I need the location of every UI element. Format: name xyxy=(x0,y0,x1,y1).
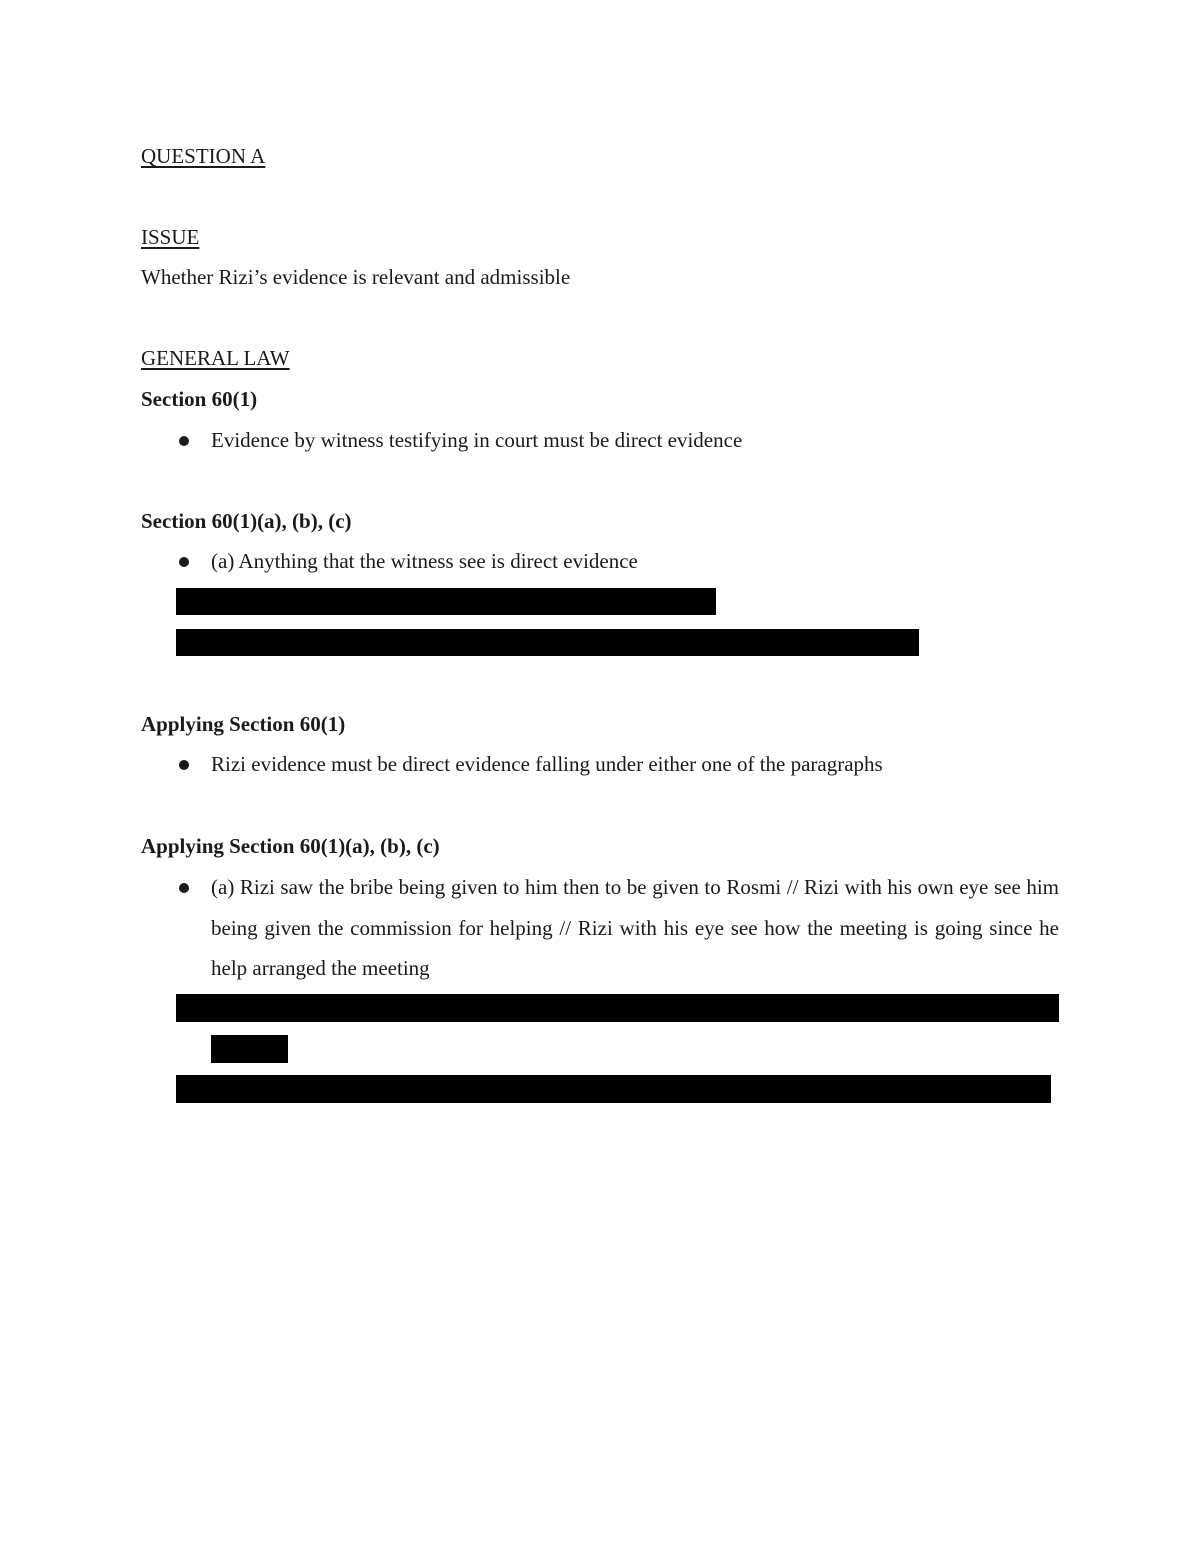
bullet-dot xyxy=(179,883,189,893)
question-heading: QUESTION A xyxy=(141,144,266,168)
applying-60-1-abc-title: Applying Section 60(1)(a), (b), (c) xyxy=(141,834,440,858)
applying-60-1-bullet: Rizi evidence must be direct evidence falling under either one of the paragraphs xyxy=(211,752,883,776)
applying-60-1-abc-bullet: (a) Rizi saw the bribe being given to him then to be given to Rosmi // Rizi with his own eye see him being given the commission for helping // Rizi with his eye see how the meeting is going since he help arranged the meeting xyxy=(211,875,1059,980)
applying-60-1-title: Applying Section 60(1) xyxy=(141,712,346,736)
section-60-1-title: Section 60(1) xyxy=(141,387,258,411)
redaction-bar xyxy=(211,1035,288,1063)
redaction-bar xyxy=(176,629,919,656)
bullet-dot xyxy=(179,760,189,770)
section-60-1-abc-bullet: (a) Anything that the witness see is direct evidence xyxy=(211,549,638,573)
general-law-heading: GENERAL LAW xyxy=(141,346,290,370)
redaction-bar xyxy=(176,994,1059,1022)
redaction-bar xyxy=(176,588,716,615)
section-60-1-abc-title: Section 60(1)(a), (b), (c) xyxy=(141,509,352,533)
redaction-bar xyxy=(176,1075,1051,1103)
section-60-1-bullet: Evidence by witness testifying in court must be direct evidence xyxy=(211,428,743,452)
issue-heading: ISSUE xyxy=(141,225,200,249)
bullet-dot xyxy=(179,436,189,446)
issue-text: Whether Rizi’s evidence is relevant and admissible xyxy=(141,265,571,289)
bullet-dot xyxy=(179,557,189,567)
